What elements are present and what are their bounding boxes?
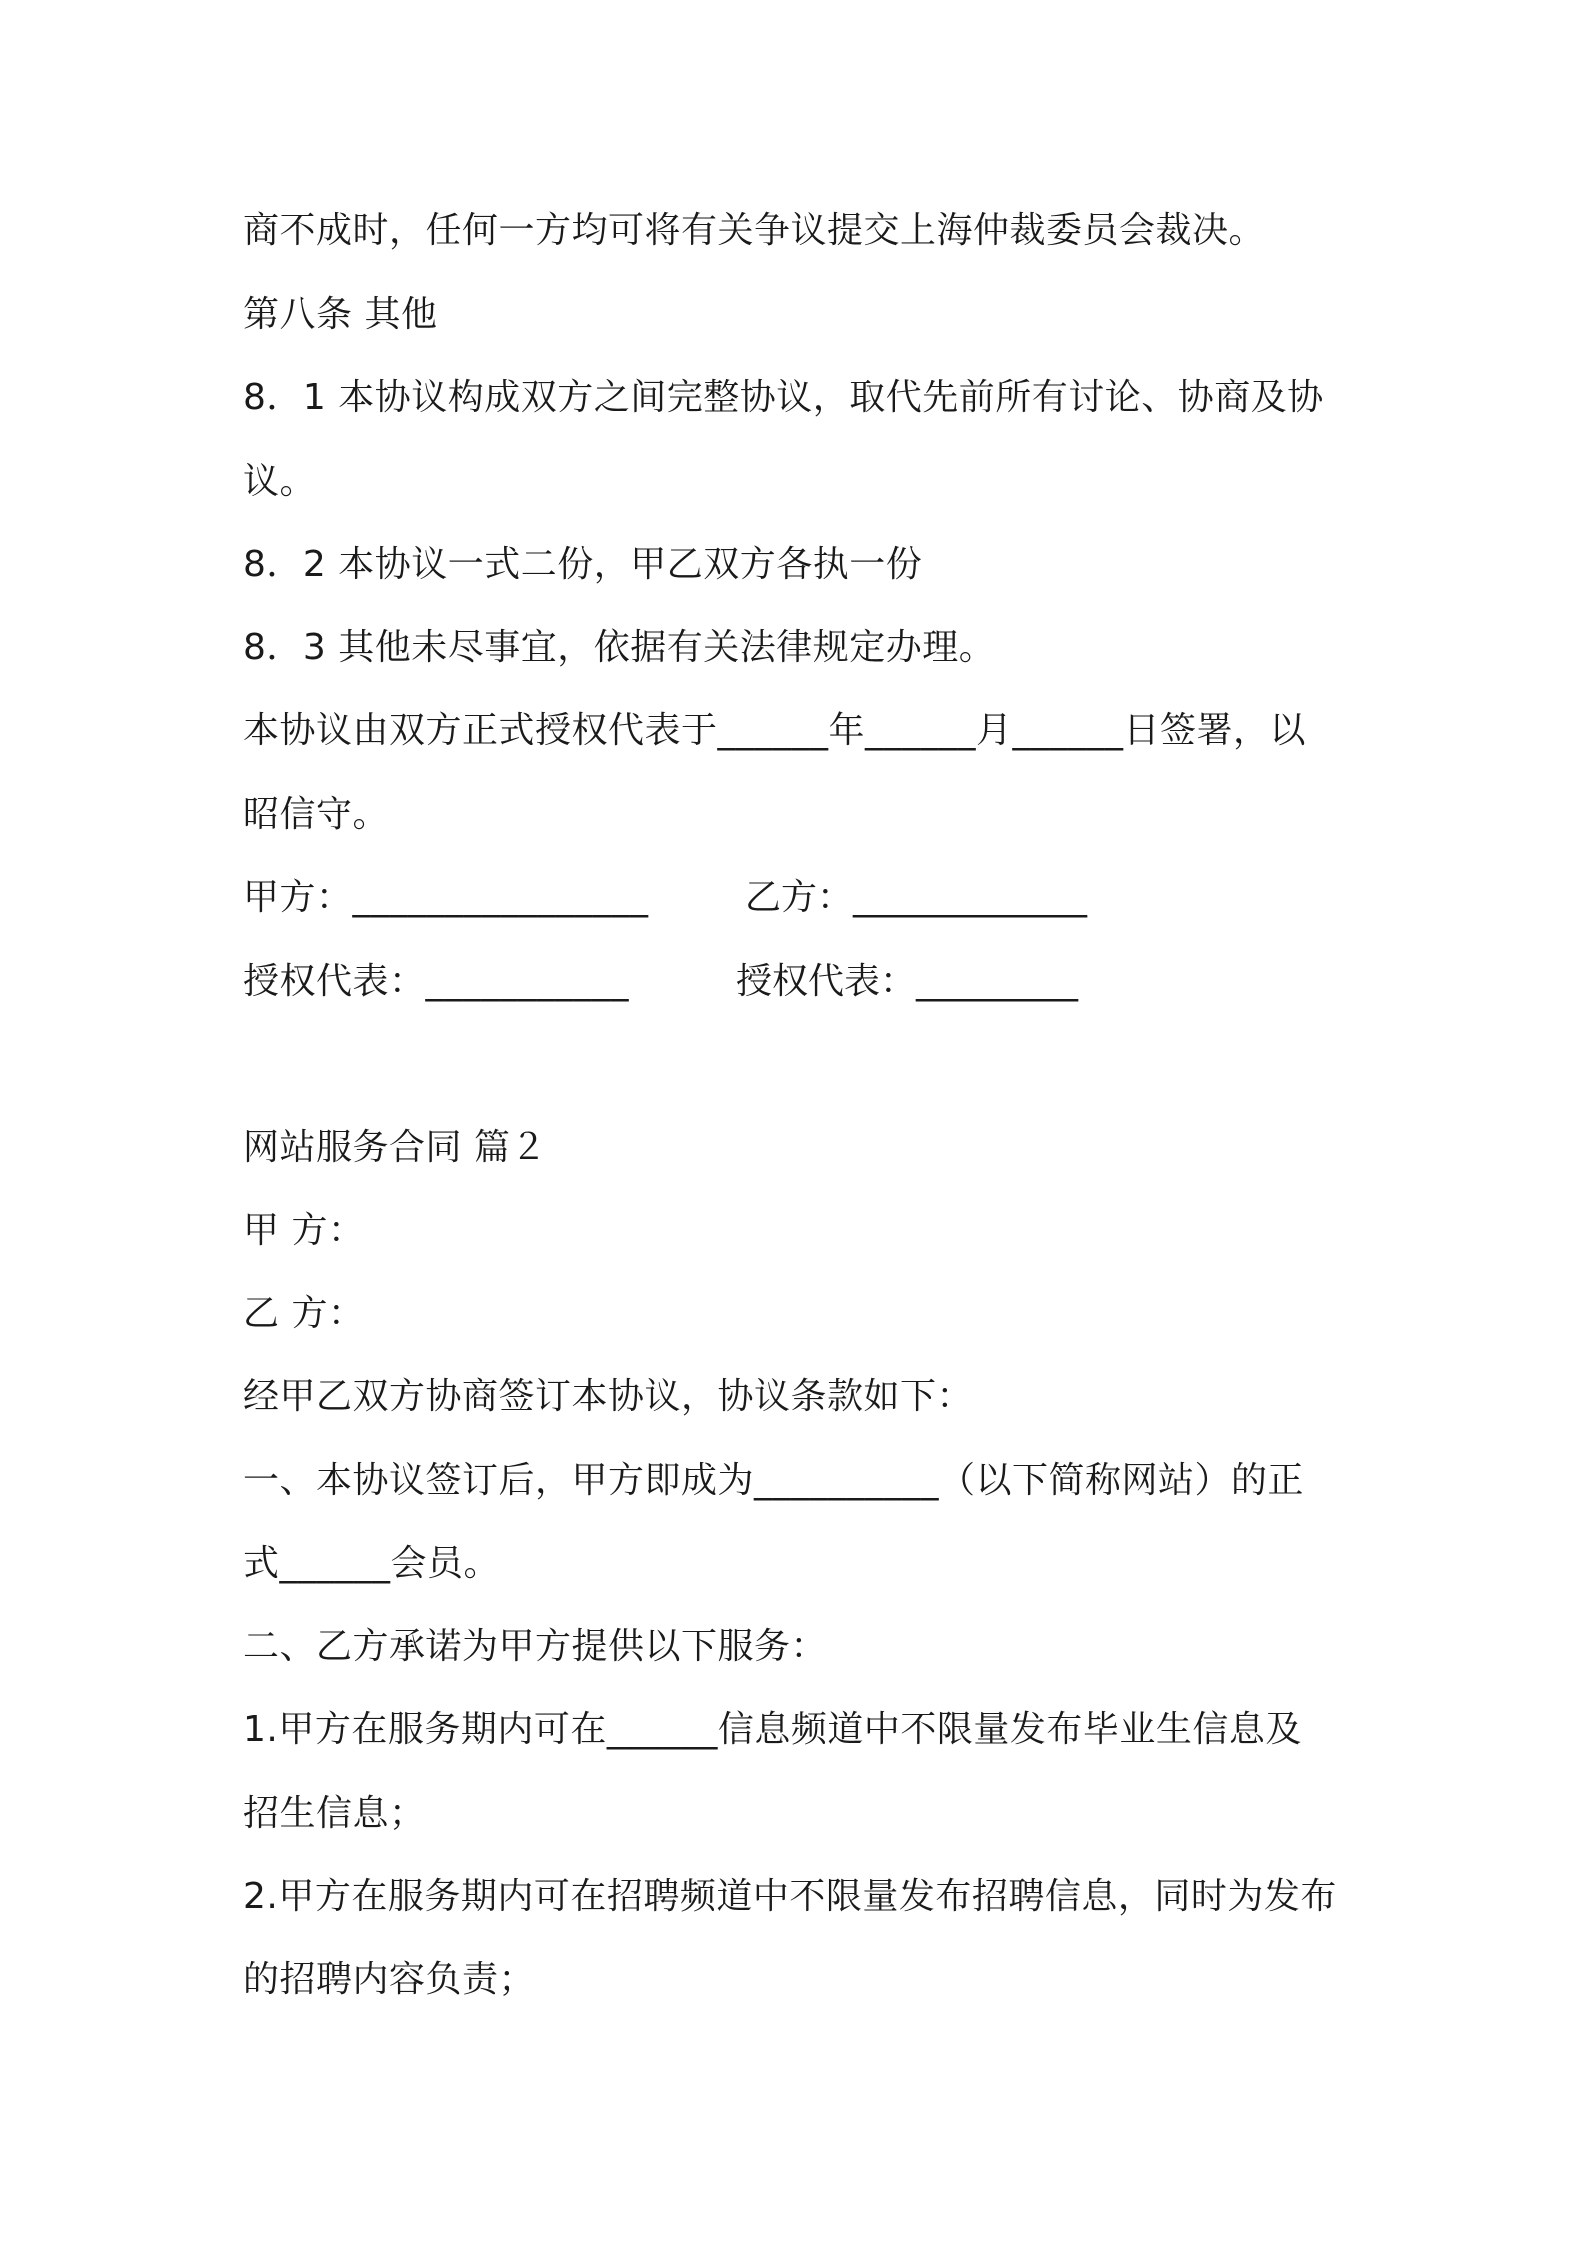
paragraph-line: 商不成时，任何一方均可将有关争议提交上海仲裁委员会裁决。 bbox=[243, 210, 1266, 251]
clause-line: 一、本协议签订后，甲方即成为__________（以下简称网站）的正 bbox=[243, 1460, 1305, 1501]
paragraph-line: 议。 bbox=[243, 461, 317, 502]
paragraph-line: 本协议由双方正式授权代表于______年______月______日签署，以 bbox=[243, 710, 1307, 751]
party-b-label: 乙 方： bbox=[243, 1293, 365, 1334]
paragraph-line: 昭信守。 bbox=[243, 794, 390, 835]
list-item: 2.甲方在服务期内可在招聘频道中不限量发布招聘信息，同时为发布 bbox=[243, 1876, 1337, 1917]
clause-line: 二、乙方承诺为甲方提供以下服务： bbox=[243, 1626, 828, 1667]
signature-party-a: 甲方：________________ bbox=[243, 877, 649, 918]
section-title: 网站服务合同 篇２ bbox=[243, 1127, 547, 1168]
list-item: 的招聘内容负责； bbox=[243, 1959, 536, 2000]
clause-line: 式______会员。 bbox=[243, 1543, 501, 1584]
party-a-label: 甲 方： bbox=[243, 1210, 365, 1251]
signature-rep-b: 授权代表：_________ bbox=[736, 961, 1079, 1002]
article-heading: 第八条 其他 bbox=[243, 294, 438, 335]
list-item: 1.甲方在服务期内可在______信息频道中不限量发布毕业生信息及 bbox=[243, 1709, 1302, 1750]
signature-party-b: 乙方：_____________ bbox=[745, 877, 1088, 918]
list-item: 招生信息； bbox=[243, 1793, 426, 1834]
intro-line: 经甲乙双方协商签订本协议，协议条款如下： bbox=[243, 1376, 974, 1417]
paragraph-line: 8．2 本协议一式二份，甲乙双方各执一份 bbox=[243, 544, 923, 585]
paragraph-line: 8．3 其他未尽事宜，依据有关法律规定办理。 bbox=[243, 627, 996, 668]
paragraph-line: 8．1 本协议构成双方之间完整协议，取代先前所有讨论、协商及协 bbox=[243, 377, 1324, 418]
signature-rep-a: 授权代表：___________ bbox=[243, 961, 630, 1002]
